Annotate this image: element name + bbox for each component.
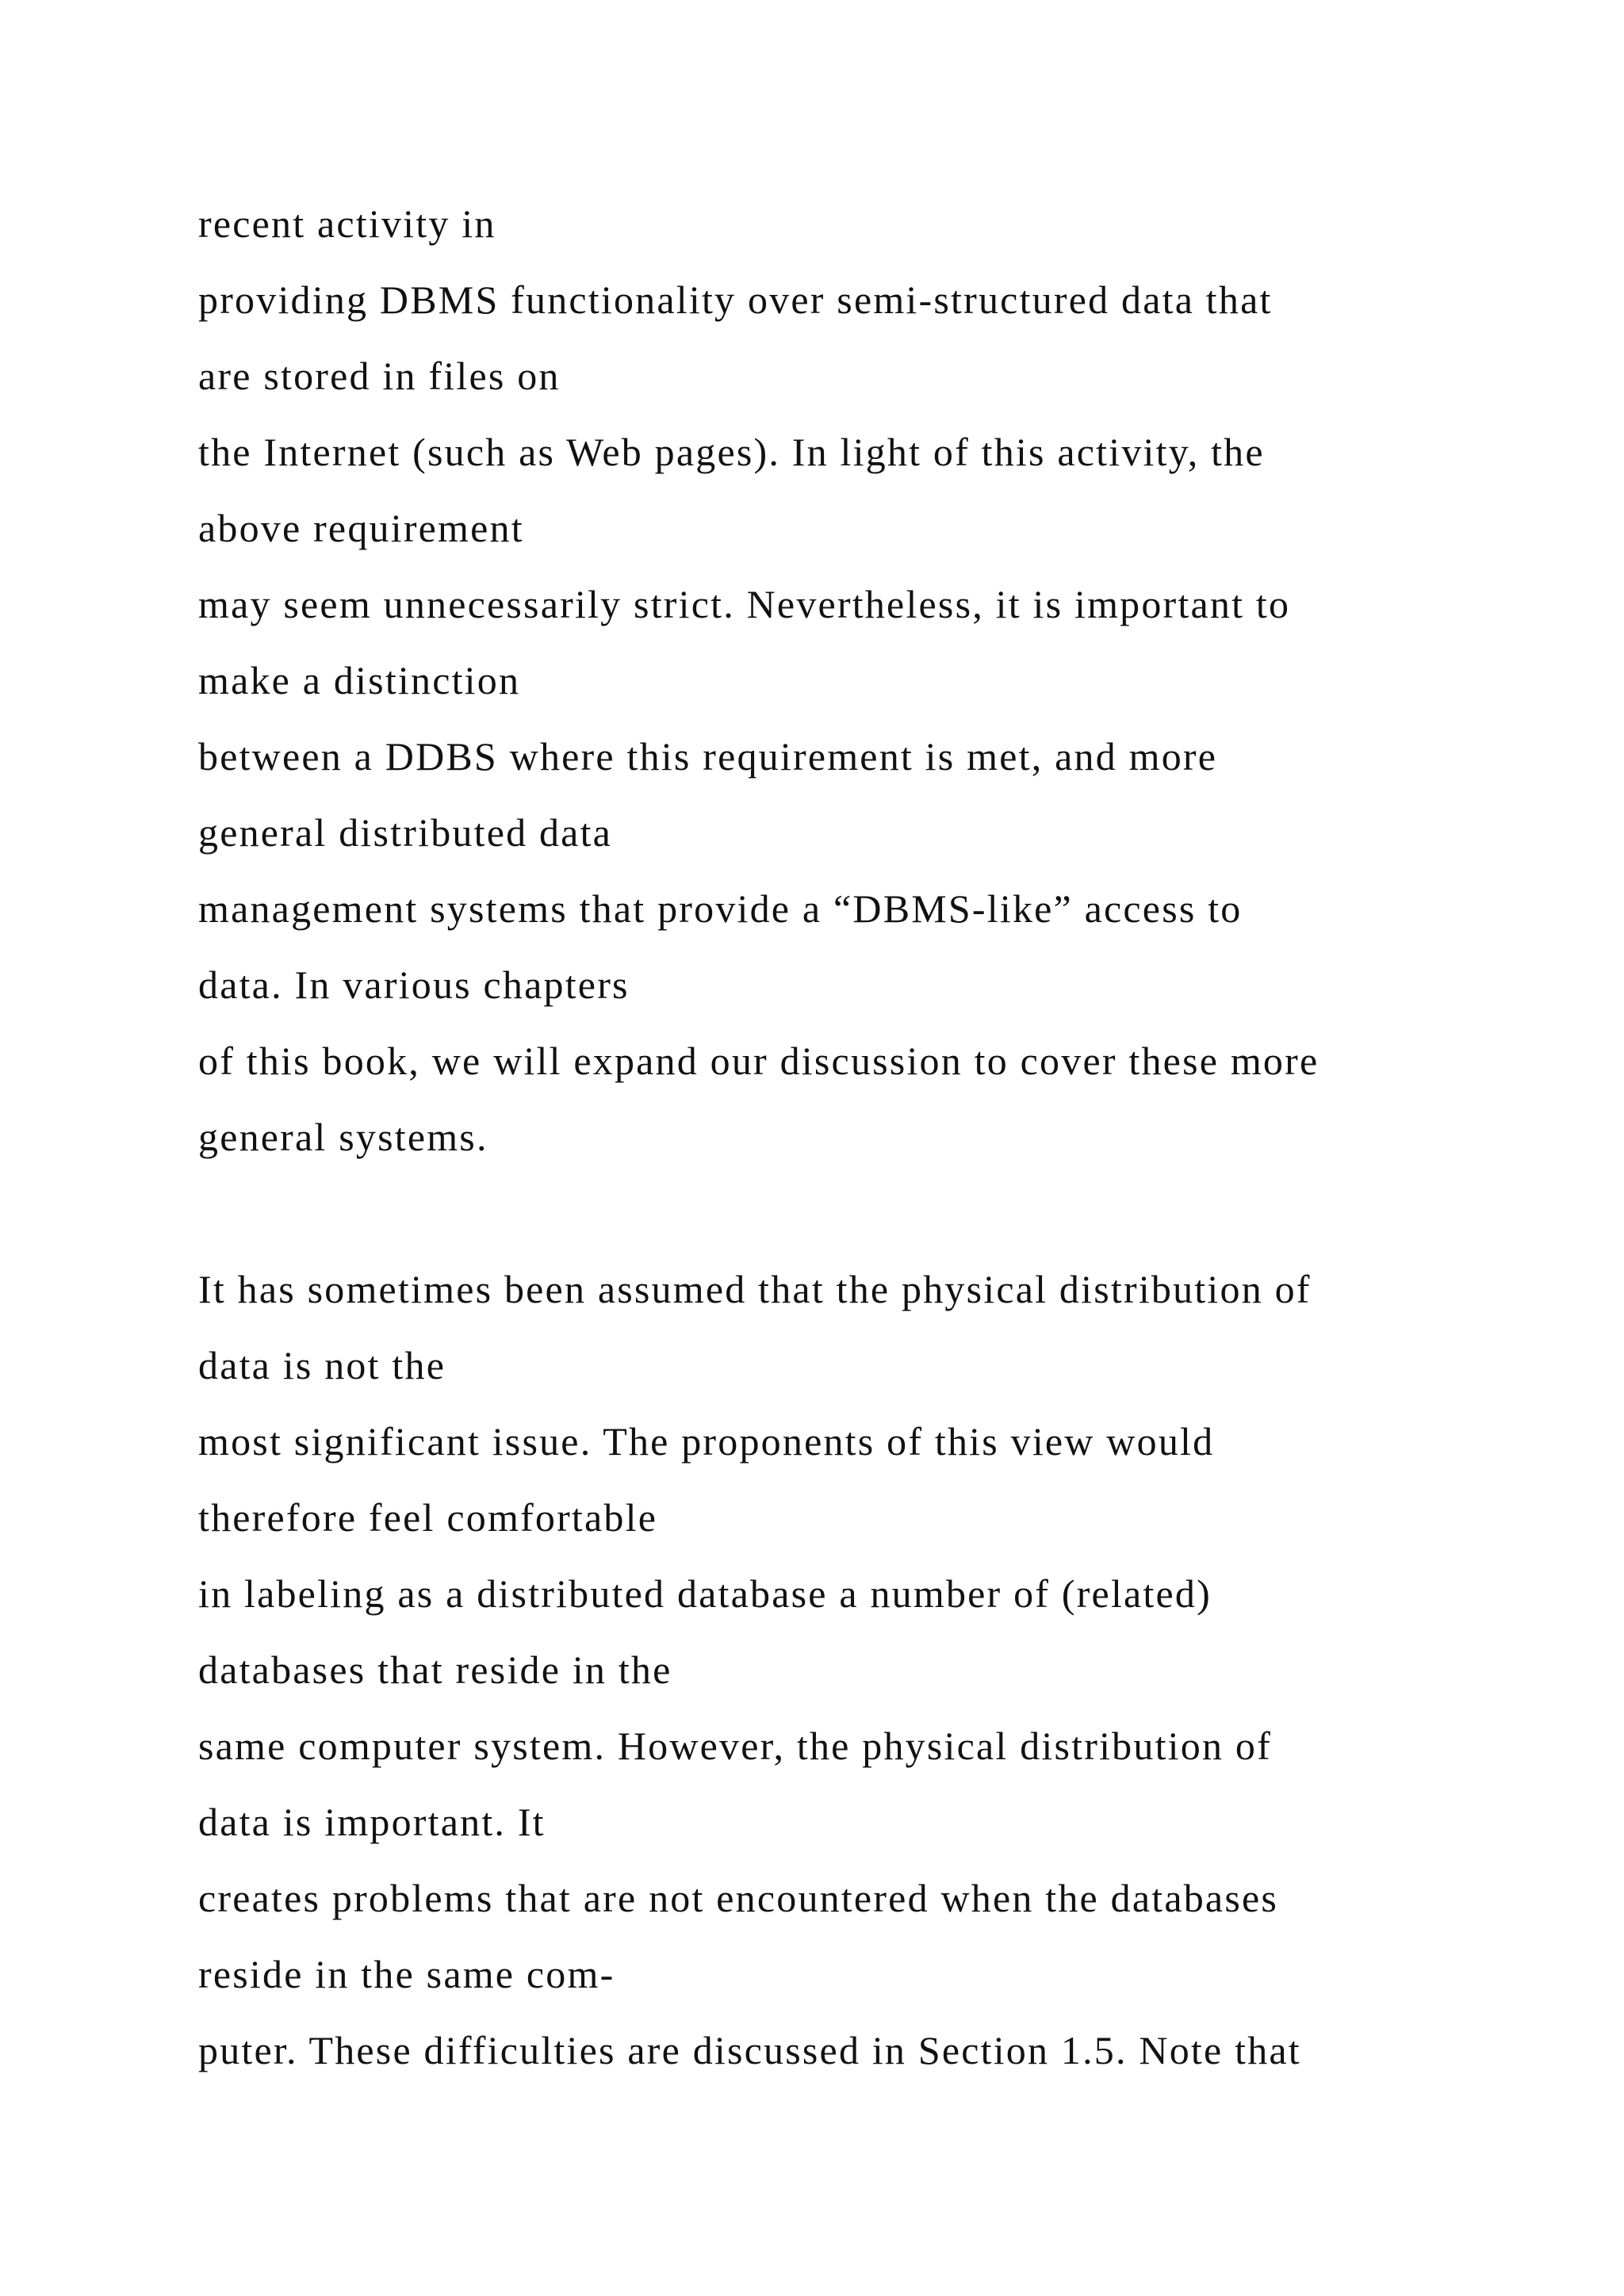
text-line: of this book, we will expand our discussion to cover these more	[198, 1039, 1320, 1083]
text-line: creates problems that are not encountered when the databases	[198, 1876, 1279, 1920]
text-line: management systems that provide a “DBMS-like” access to	[198, 886, 1243, 931]
body-text	[198, 200, 1610, 2103]
text-line: the Internet (such as Web pages). In light of this activity, the	[198, 430, 1265, 474]
text-line: above requirement	[198, 506, 524, 550]
text-line: puter. These difficulties are discussed in Section 1.5. Note that	[198, 2028, 1301, 2072]
text-line: databases that reside in the	[198, 1647, 672, 1692]
text-line: general systems.	[198, 1115, 488, 1159]
text-line: data. In various chapters	[198, 962, 630, 1007]
text-line: recent activity in	[198, 201, 496, 246]
text-line: are stored in files on	[198, 354, 561, 398]
text-line: same computer system. However, the physical distribution of	[198, 1724, 1272, 1768]
text-line: data is important. It	[198, 1800, 546, 1844]
text-line: reside in the same com-	[198, 1952, 615, 1996]
text-line: data is not the	[198, 1343, 446, 1387]
text-line: between a DDBS where this requirement is met, and more	[198, 734, 1218, 779]
text-line: most significant issue. The proponents of this view would	[198, 1419, 1215, 1464]
text-line: general distributed data	[198, 810, 613, 855]
text-line: therefore feel comfortable	[198, 1495, 658, 1540]
text-line: make a distinction	[198, 658, 521, 702]
text-line: providing DBMS functionality over semi-structured data that	[198, 277, 1273, 322]
text-line: may seem unnecessarily strict. Nevertheless, it is important to	[198, 582, 1291, 626]
paragraph-1	[198, 200, 1610, 1189]
text-line: in labeling as a distributed database a number of (related)	[198, 1571, 1212, 1616]
text-line: It has sometimes been assumed that the physical distribution of	[198, 1267, 1312, 1311]
paragraph-gap	[198, 1189, 1610, 1265]
paragraph-2	[198, 1265, 1610, 2103]
